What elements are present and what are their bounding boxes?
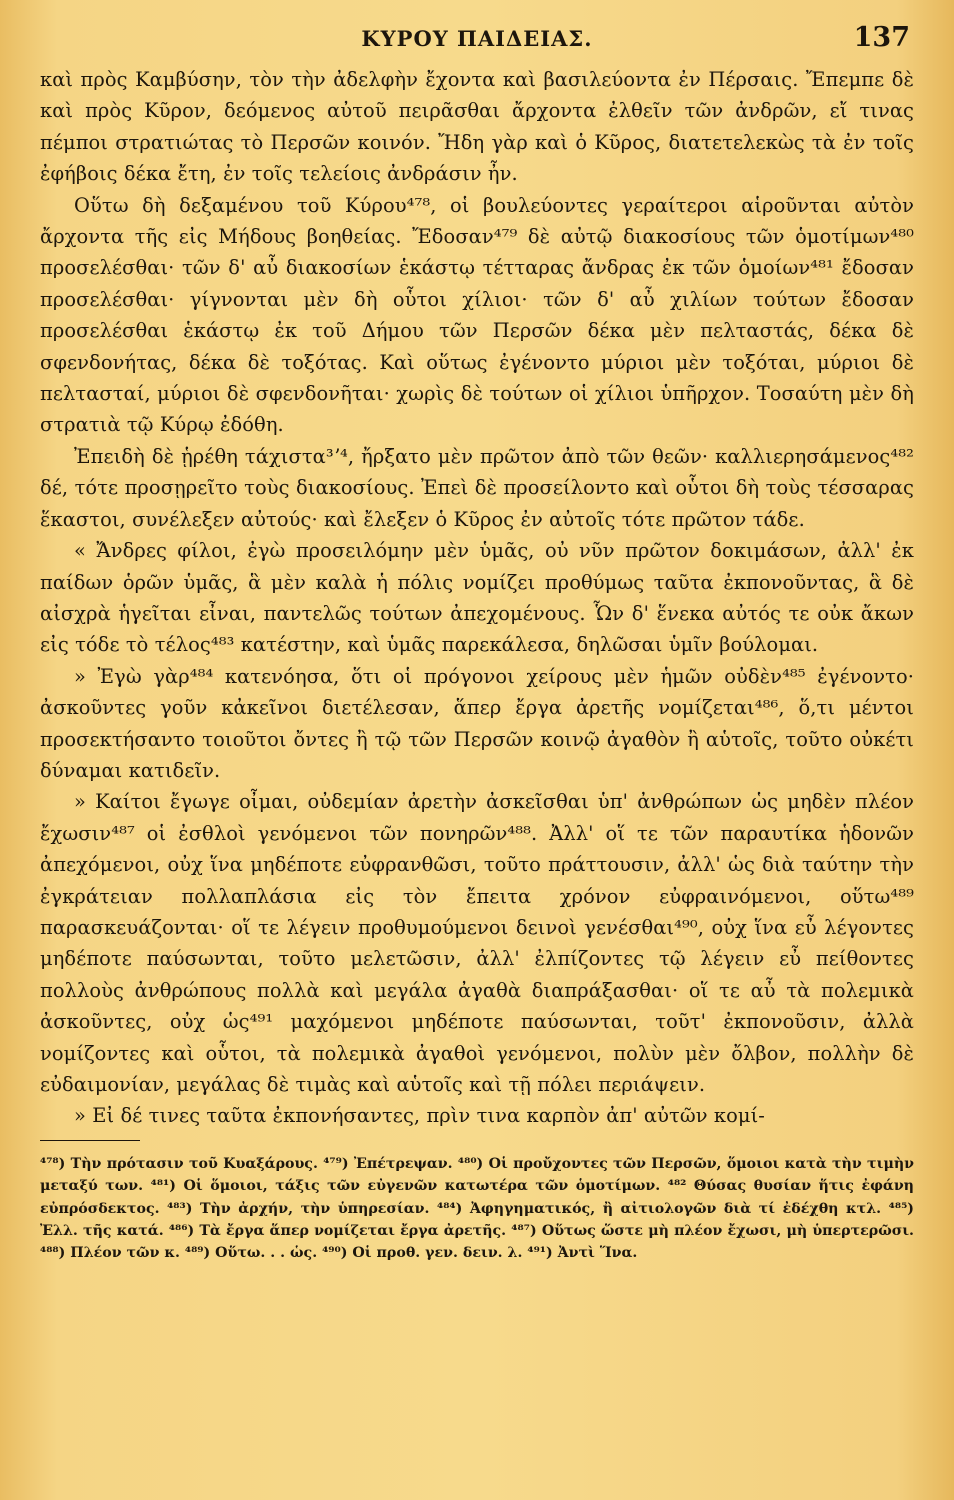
footnote-divider — [40, 1140, 140, 1141]
paragraph: Οὕτω δὴ δεξαμένου τοῦ Κύρου⁴⁷⁸, οἱ βουλεύοντες γεραίτεροι αἱροῦνται αὐτὸν ἄρχοντα τῆς εἰς Μήδους βοηθείας. Ἔδοσαν⁴⁷⁹ δὲ αὐτῷ διακοσίους τῶν ὁμοτίμων⁴⁸⁰ προσελέσθαι· τῶν δ' αὖ διακοσίων ἑκάστῳ τέτταρας ἄνδρας ἐκ τῶν ὁμοίων⁴⁸¹ ἔδοσαν προσελέσθαι· γίγνονται μὲν δὴ οὗτοι χίλιοι· τῶν δ' αὖ χιλίων τούτων ἔδοσαν προσελέσθαι ἑκάστῳ ἐκ τοῦ Δήμου τῶν Περσῶν δέκα μὲν πελταστάς, δέκα δὲ σφενδονήτας, δέκα δὲ τοξότας. Καὶ οὕτως ἐγένοντο μύριοι μὲν τοξόται, μύριοι δὲ πελτασταί, μύριοι δὲ σφενδονῆται· χωρὶς δὲ τούτων οἱ χίλιοι ὑπῆρχον. Τοσαύτη μὲν δὴ στρατιὰ τῷ Κύρῳ ἐδόθη. — [40, 193, 914, 437]
paragraph: « Ἄνδρες φίλοι, ἐγὼ προσειλόμην μὲν ὑμᾶς, οὐ νῦν πρῶτον δοκιμάσων, ἀλλ' ἐκ παίδων ὁρῶν ὑμᾶς, ἃ μὲν καλὰ ἡ πόλις νομίζει προθύμως ταῦτα ἐκπονοῦντας, ἃ δὲ αἰσχρὰ ἡγεῖται εἶναι, παντελῶς τούτων ἀπεχομένους. Ὧν δ' ἕνεκα αὐτός τε οὐκ ἄκων εἰς τόδε τὸ τέλος⁴⁸³ κατέστην, καὶ ὑμᾶς παρεκάλεσα, δηλῶσαι ὑμῖν βούλομαι. — [40, 539, 914, 657]
paragraph: Ἐπειδὴ δὲ ᾑρέθη τάχιστα³ʼ⁴, ἤρξατο μὲν πρῶτον ἀπὸ τῶν θεῶν· καλλιερησάμενος⁴⁸² δέ, τότε προσῃρεῖτο τοὺς διακοσίους. Ἐπεὶ δὲ προσείλοντο καὶ οὗτοι δὴ τοὺς τέσσαρας ἕκαστοι, συνέλεξεν αὐτούς· καὶ ἔλεξεν ὁ Κῦρος ἐν αὐτοῖς τότε πρῶτον τάδε. — [40, 444, 914, 531]
page-number: 137 — [853, 22, 910, 53]
footnotes — [40, 1153, 914, 1265]
footnote-block: ⁴⁷⁸) Τὴν πρότασιν τοῦ Κυαξάρους. ⁴⁷⁹) Ἐπέτρεψαν. ⁴⁸⁰) Οἱ προὔχοντες τῶν Περσῶν, ὅμοιοι κατὰ τὴν τιμὴν μεταξύ των. ⁴⁸¹) Οἱ ὅμοιοι, τάξις τῶν εὐγενῶν κατωτέρα τῶν ὁμοτίμων. ⁴⁸² Θύσας θυσίαν ἥτις ἐφάνη εὐπρόσδεκτος. ⁴⁸³) Τὴν ἀρχήν, τὴν ὑπηρεσίαν. ⁴⁸⁴) Ἀφηγηματικός, ἢ αἰτιολογῶν διὰ τί ἐδέχθη κτλ. ⁴⁸⁵) Ἐλλ. τῆς κατά. ⁴⁸⁶) Τὰ ἔργα ἅπερ νομίζεται ἔργα ἀρετῆς. ⁴⁸⁷) Οὕτως ὥστε μὴ πλέον ἔχωσι, μὴ ὑπερτερῶσι. ⁴⁸⁸) Πλέον τῶν κ. ⁴⁸⁹) Οὕτω. . . ὡς. ⁴⁹⁰) Οἱ προθ. γεν. δειν. λ. ⁴⁹¹) Ἀντὶ Ἵνα. — [40, 1155, 914, 1262]
paragraph: καὶ πρὸς Καμβύσην, τὸν τὴν ἀδελφὴν ἔχοντα καὶ βασιλεύοντα ἐν Πέρσαις. Ἔπεμπε δὲ καὶ πρὸς Κῦρον, δεόμενος αὐτοῦ πειρᾶσθαι ἄρχοντα ἐλθεῖν τῶν ἀνδρῶν, εἴ τινας πέμποι στρατιώτας τὸ Περσῶν κοινόν. Ἤδη γὰρ καὶ ὁ Κῦρος, διατετελεκὼς τὰ ἐν τοῖς ἐφήβοις δέκα ἔτη, ἐν τοῖς τελείοις ἀνδράσιν ἦν. — [40, 68, 914, 186]
paragraph: » Εἰ δέ τινες ταῦτα ἐκπονήσαντες, πρὶν τινα καρπὸν ἀπ' αὐτῶν κομί- — [74, 1104, 765, 1128]
main-text — [40, 64, 914, 1132]
page-header — [40, 22, 914, 64]
running-title: ΚΥΡΟΥ ΠΑΙΔΕΙΑΣ. — [361, 26, 593, 51]
paragraph: » Ἐγὼ γὰρ⁴⁸⁴ κατενόησα, ὅτι οἱ πρόγονοι χείρους μὲν ἡμῶν οὐδὲν⁴⁸⁵ ἐγένοντο· ἀσκοῦντες γοῦν κἀκεῖνοι διετέλεσαν, ἅπερ ἔργα ἀρετῆς νομίζεται⁴⁸⁶, ὅ,τι μέντοι προσεκτήσαντο τοιοῦτοι ὄντες ἢ τῷ τῶν Περσῶν κοινῷ ἀγαθὸν ἢ αὑτοῖς, τοῦτο οὐκέτι δύναμαι κατιδεῖν. — [40, 664, 914, 782]
paragraph: » Καίτοι ἔγωγε οἶμαι, οὐδεμίαν ἀρετὴν ἀσκεῖσθαι ὑπ' ἀνθρώπων ὡς μηδὲν πλέον ἔχωσιν⁴⁸⁷ οἱ ἐσθλοὶ γενόμενοι τῶν πονηρῶν⁴⁸⁸. Ἀλλ' οἵ τε τῶν παραυτίκα ἡδονῶν ἀπεχόμενοι, οὐχ ἵνα μηδέποτε εὐφρανθῶσι, τοῦτο πράττουσιν, ἀλλ' ὡς διὰ ταύτην τὴν ἐγκράτειαν πολλαπλάσια εἰς τὸν ἔπειτα χρόνον εὐφραινόμενοι, οὕτω⁴⁸⁹ παρασκευάζονται· οἵ τε λέγειν προθυμούμενοι δεινοὶ γενέσθαι⁴⁹⁰, οὐχ ἵνα εὖ λέγοντες μηδέποτε παύσωνται, τοῦτο μελετῶσιν, ἀλλ' ἐλπίζοντες τῷ λέγειν εὖ πείθοντες πολλοὺς ἀνθρώπους πολλὰ καὶ μεγάλα ἀγαθὰ διαπράξασθαι· οἵ τε αὖ τὰ πολεμικὰ ἀσκοῦντες, οὐχ ὡς⁴⁹¹ μαχόμενοι μηδέποτε παύσωνται, τοῦτ' ἐκπονοῦσιν, ἀλλὰ νομίζοντες καὶ οὗτοι, τὰ πολεμικὰ ἀγαθοὶ γενόμενοι, πολὺν μὲν ὄλβον, πολλὴν δὲ εὐδαιμονίαν, μεγάλας δὲ τιμὰς καὶ αὑτοῖς καὶ τῇ πόλει περιάψειν. — [40, 790, 914, 1096]
